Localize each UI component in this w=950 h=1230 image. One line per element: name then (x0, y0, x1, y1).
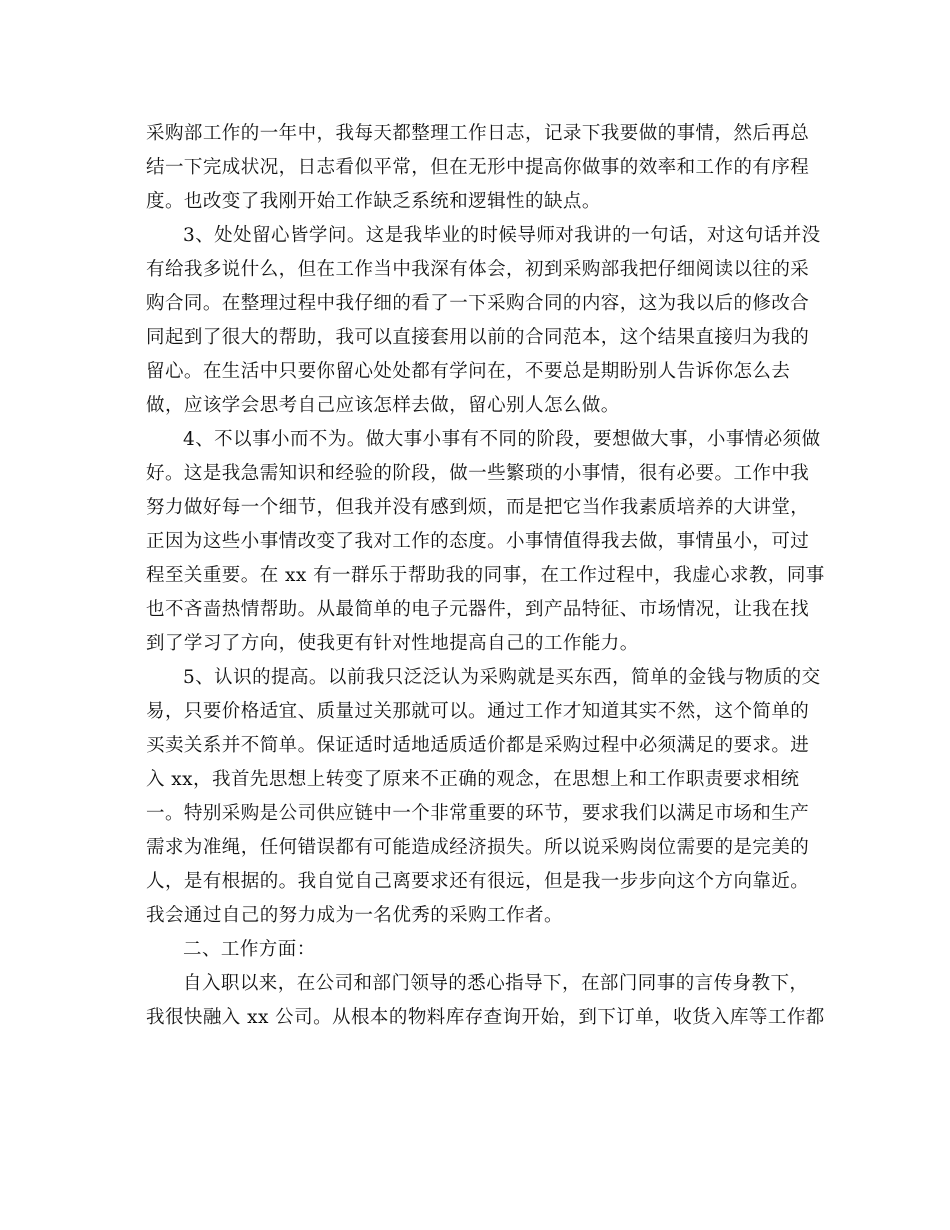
text-line: 购合同。在整理过程中我仔细的看了一下采购合同的内容，这为我以后的修改合 (146, 293, 810, 314)
text-line: 做，应该学会思考自己应该怎样去做，留心别人怎么做。 (146, 395, 620, 416)
text-line: 正因为这些小事情改变了我对工作的态度。小事情值得我去做，事情虽小，可过 (146, 531, 810, 552)
text-line: 度。也改变了我刚开始工作缺乏系统和逻辑性的缺点。 (146, 191, 601, 212)
text-line: 4、不以事小而不为。做大事小事有不同的阶段，要想做大事，小事情必须做 (183, 429, 821, 450)
text-line: 需求为准绳，任何错误都有可能造成经济损失。所以说采购岗位需要的是完美的 (146, 837, 810, 858)
text-line: 留心。在生活中只要你留心处处都有学问在，不要总是期盼别人告诉你怎么去 (146, 361, 791, 382)
text-line: 入 xx，我首先思想上转变了原来不正确的观念，在思想上和工作职责要求相统 (146, 769, 800, 790)
text-line: 人，是有根据的。我自觉自己离要求还有很远，但是我一步步向这个方向靠近。 (146, 871, 810, 892)
text-line: 好。这是我急需知识和经验的阶段，做一些繁琐的小事情，很有必要。工作中我 (146, 463, 810, 484)
text-line: 易，只要价格适宜、质量过关那就可以。通过工作才知道其实不然，这个简单的 (146, 701, 810, 722)
text-line: 结一下完成状况，日志看似平常，但在无形中提高你做事的效率和工作的有序程 (146, 157, 810, 178)
text-line: 买卖关系并不简单。保证适时适地适质适价都是采购过程中必须满足的要求。进 (146, 735, 810, 756)
text-line: 到了学习了方向，使我更有针对性地提高自己的工作能力。 (146, 633, 639, 654)
text-line: 有给我多说什么，但在工作当中我深有体会，初到采购部我把仔细阅读以往的采 (146, 259, 810, 280)
text-line: 5、认识的提高。以前我只泛泛认为采购就是买东西，简单的金钱与物质的交 (183, 667, 821, 688)
text-line: 程至关重要。在 xx 有一群乐于帮助我的同事，在工作过程中，我虚心求教，同事 (146, 565, 825, 586)
text-line: 也不吝啬热情帮助。从最简单的电子元器件，到产品特征、市场情况，让我在找 (146, 599, 810, 620)
section-heading: 二、工作方面： (183, 939, 316, 960)
text-line: 3、处处留心皆学问。这是我毕业的时候导师对我讲的一句话，对这句话并没 (183, 225, 821, 246)
text-line: 我会通过自己的努力成为一名优秀的采购工作者。 (146, 905, 563, 926)
text-line: 同起到了很大的帮助，我可以直接套用以前的合同范本，这个结果直接归为我的 (146, 327, 810, 348)
text-line: 一。特别采购是公司供应链中一个非常重要的环节，要求我们以满足市场和生产 (146, 803, 810, 824)
text-line: 我很快融入 xx 公司。从根本的物料库存查询开始，到下订单，收货入库等工作都 (146, 1007, 825, 1028)
text-line: 努力做好每一个细节，但我并没有感到烦，而是把它当作我素质培养的大讲堂， (146, 497, 810, 518)
text-line: 采购部工作的一年中，我每天都整理工作日志，记录下我要做的事情，然后再总 (146, 123, 810, 144)
text-line: 自入职以来，在公司和部门领导的悉心指导下，在部门同事的言传身教下， (183, 973, 809, 994)
